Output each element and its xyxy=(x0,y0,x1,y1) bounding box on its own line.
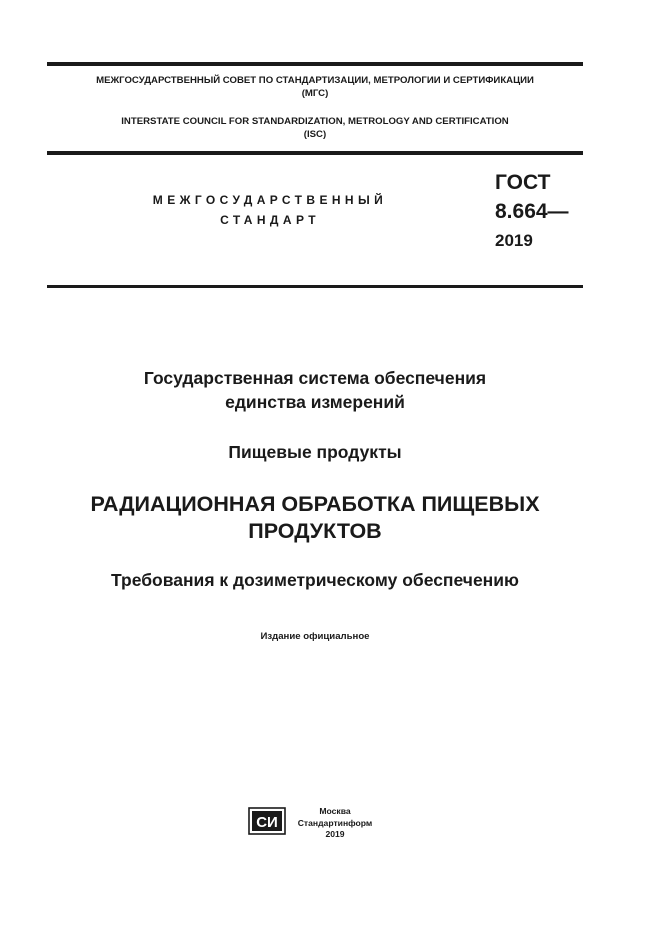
standartinform-logo-icon xyxy=(248,807,286,835)
standard-label xyxy=(120,190,420,230)
subtitle: Требования к дозиметрическому обеспечению xyxy=(111,570,519,590)
main-title-line1: РАДИАЦИОННАЯ ОБРАБОТКА ПИЩЕВЫХ xyxy=(90,492,540,516)
publisher-city: Москва xyxy=(319,806,351,816)
system-title-line2: единства измерений xyxy=(225,392,405,412)
council-ru-line1: МЕЖГОСУДАРСТВЕННЫЙ СОВЕТ ПО СТАНДАРТИЗАЦИИ, МЕТРОЛОГИИ И СЕРТИФИКАЦИИ xyxy=(96,75,534,86)
standartinform-logo xyxy=(248,807,286,835)
main-title-line2: ПРОДУКТОВ xyxy=(248,519,382,543)
logo-text: СИ xyxy=(256,814,278,831)
system-title-line1: Государственная система обеспечения xyxy=(143,368,487,388)
gost-designation xyxy=(495,168,569,255)
system-title xyxy=(60,366,570,414)
standard-bottom-rule xyxy=(47,285,583,288)
publisher-year: 2019 xyxy=(325,829,345,839)
publisher-info xyxy=(295,806,375,841)
council-en xyxy=(47,115,583,141)
council-ru xyxy=(47,74,583,100)
council-ru-line2: (МГС) xyxy=(301,88,329,99)
publisher-name: Стандартинформ xyxy=(297,817,373,828)
gost-designation-line1: ГОСТ xyxy=(495,171,551,194)
edition-note: Издание официальное xyxy=(260,631,370,642)
top-rule xyxy=(47,62,583,66)
header-bottom-rule xyxy=(47,151,583,155)
council-en-line1: INTERSTATE COUNCIL FOR STANDARDIZATION, METROLOGY AND CERTIFICATION xyxy=(121,116,509,127)
standard-label-line1: МЕЖГОСУДАРСТВЕННЫЙ xyxy=(152,193,388,207)
gost-designation-line2: 8.664— xyxy=(495,200,569,223)
subject-title: Пищевые продукты xyxy=(228,442,402,462)
main-title xyxy=(60,491,570,545)
council-en-line2: (ISC) xyxy=(303,129,327,140)
gost-designation-year: 2019 xyxy=(495,231,533,250)
standard-label-line2: СТАНДАРТ xyxy=(220,213,320,227)
